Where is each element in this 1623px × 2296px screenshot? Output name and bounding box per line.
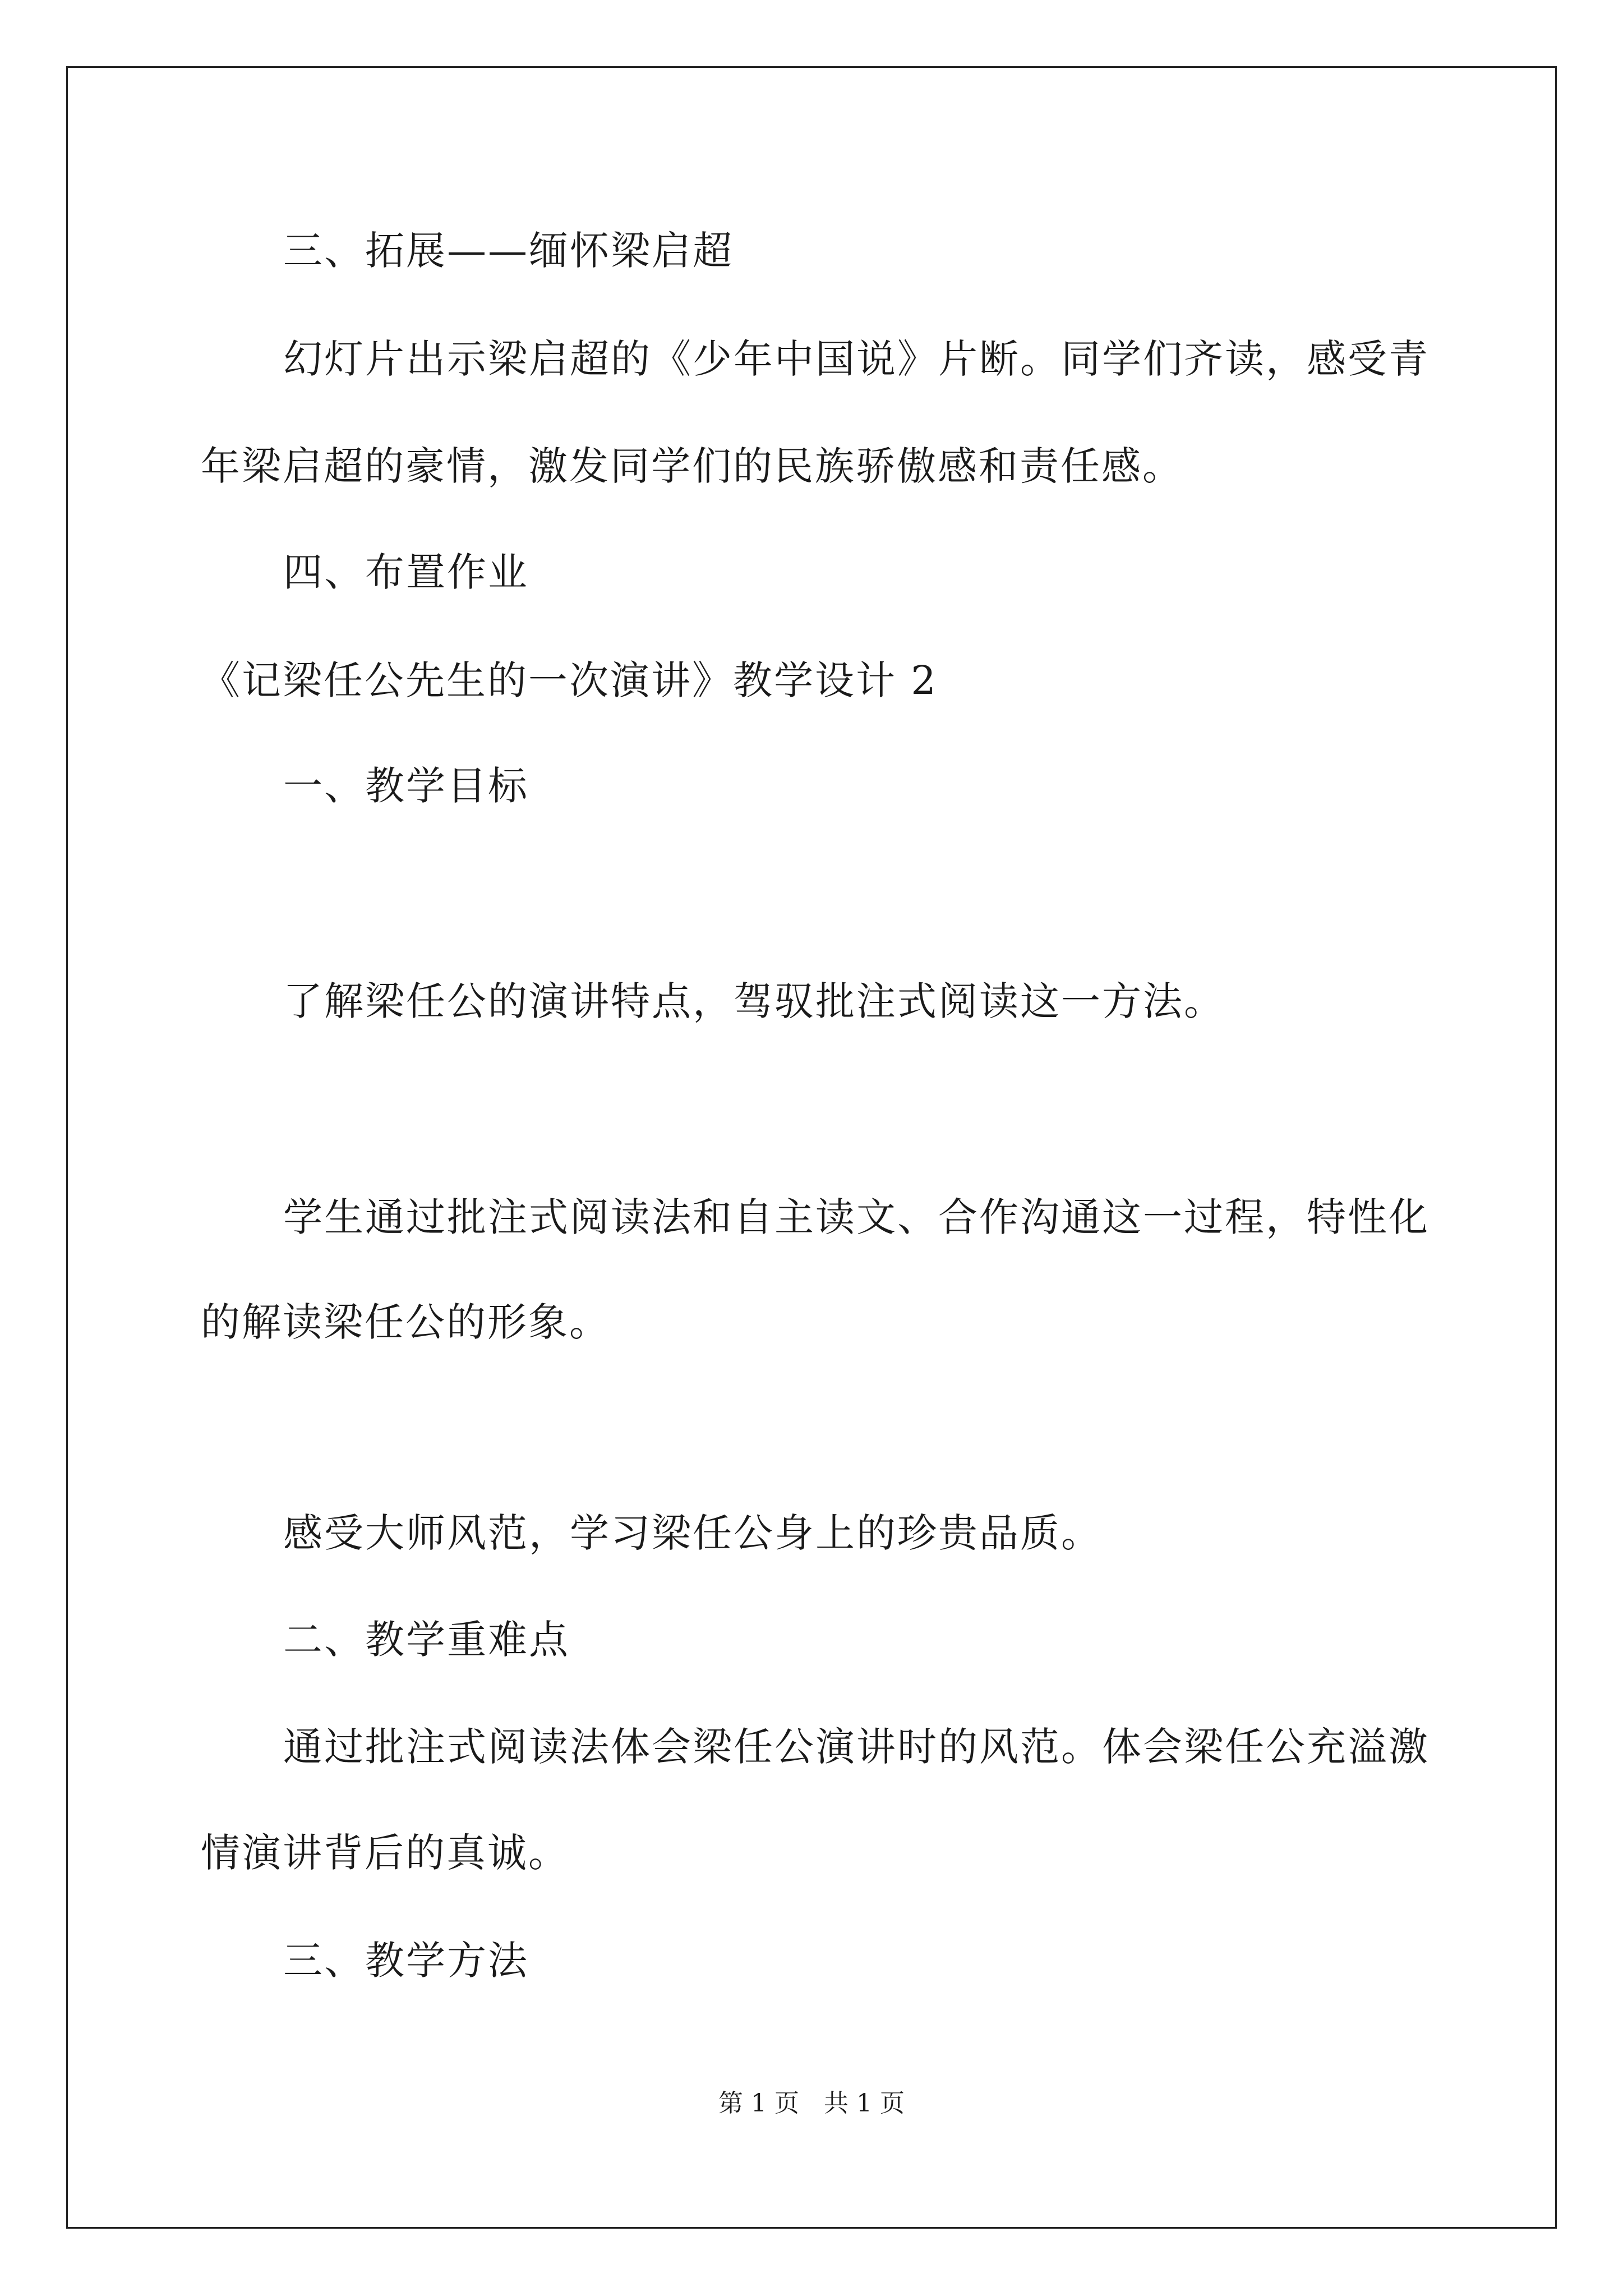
section-heading-homework: 四、布置作业 xyxy=(283,549,529,595)
section-heading-extension: 三、拓展——缅怀梁启超 xyxy=(283,228,734,274)
paragraph-line: 情演讲背后的真诚。 xyxy=(201,1830,569,1876)
page-border xyxy=(66,66,1557,2229)
document-title: 《记梁任公先生的一次演讲》教学设计 2 xyxy=(201,657,938,703)
paragraph-line: 学生通过批注式阅读法和自主读文、合作沟通这一过程，特性化 xyxy=(283,1194,1430,1240)
page-total: 共 1 页 xyxy=(824,2089,905,2118)
paragraph-line: 年梁启超的豪情，激发同学们的民族骄傲感和责任感。 xyxy=(201,443,1183,489)
section-heading-methods: 三、教学方法 xyxy=(283,1938,529,1984)
section-heading-goals: 一、教学目标 xyxy=(283,763,529,809)
paragraph-line: 的解读梁任公的形象。 xyxy=(201,1299,610,1345)
paragraph-line: 通过批注式阅读法体会梁任公演讲时的风范。体会梁任公充溢激 xyxy=(283,1724,1430,1770)
paragraph-line: 感受大师风范，学习梁任公身上的珍贵品质。 xyxy=(283,1510,1102,1556)
page-footer xyxy=(0,2087,1623,2120)
page-number: 第 1 页 xyxy=(718,2089,799,2118)
section-heading-key-points: 二、教学重难点 xyxy=(283,1617,570,1663)
paragraph-line: 了解梁任公的演讲特点，驾驭批注式阅读这一方法。 xyxy=(283,978,1225,1024)
paragraph-line: 幻灯片出示梁启超的《少年中国说》片断。同学们齐读，感受青 xyxy=(283,336,1430,382)
